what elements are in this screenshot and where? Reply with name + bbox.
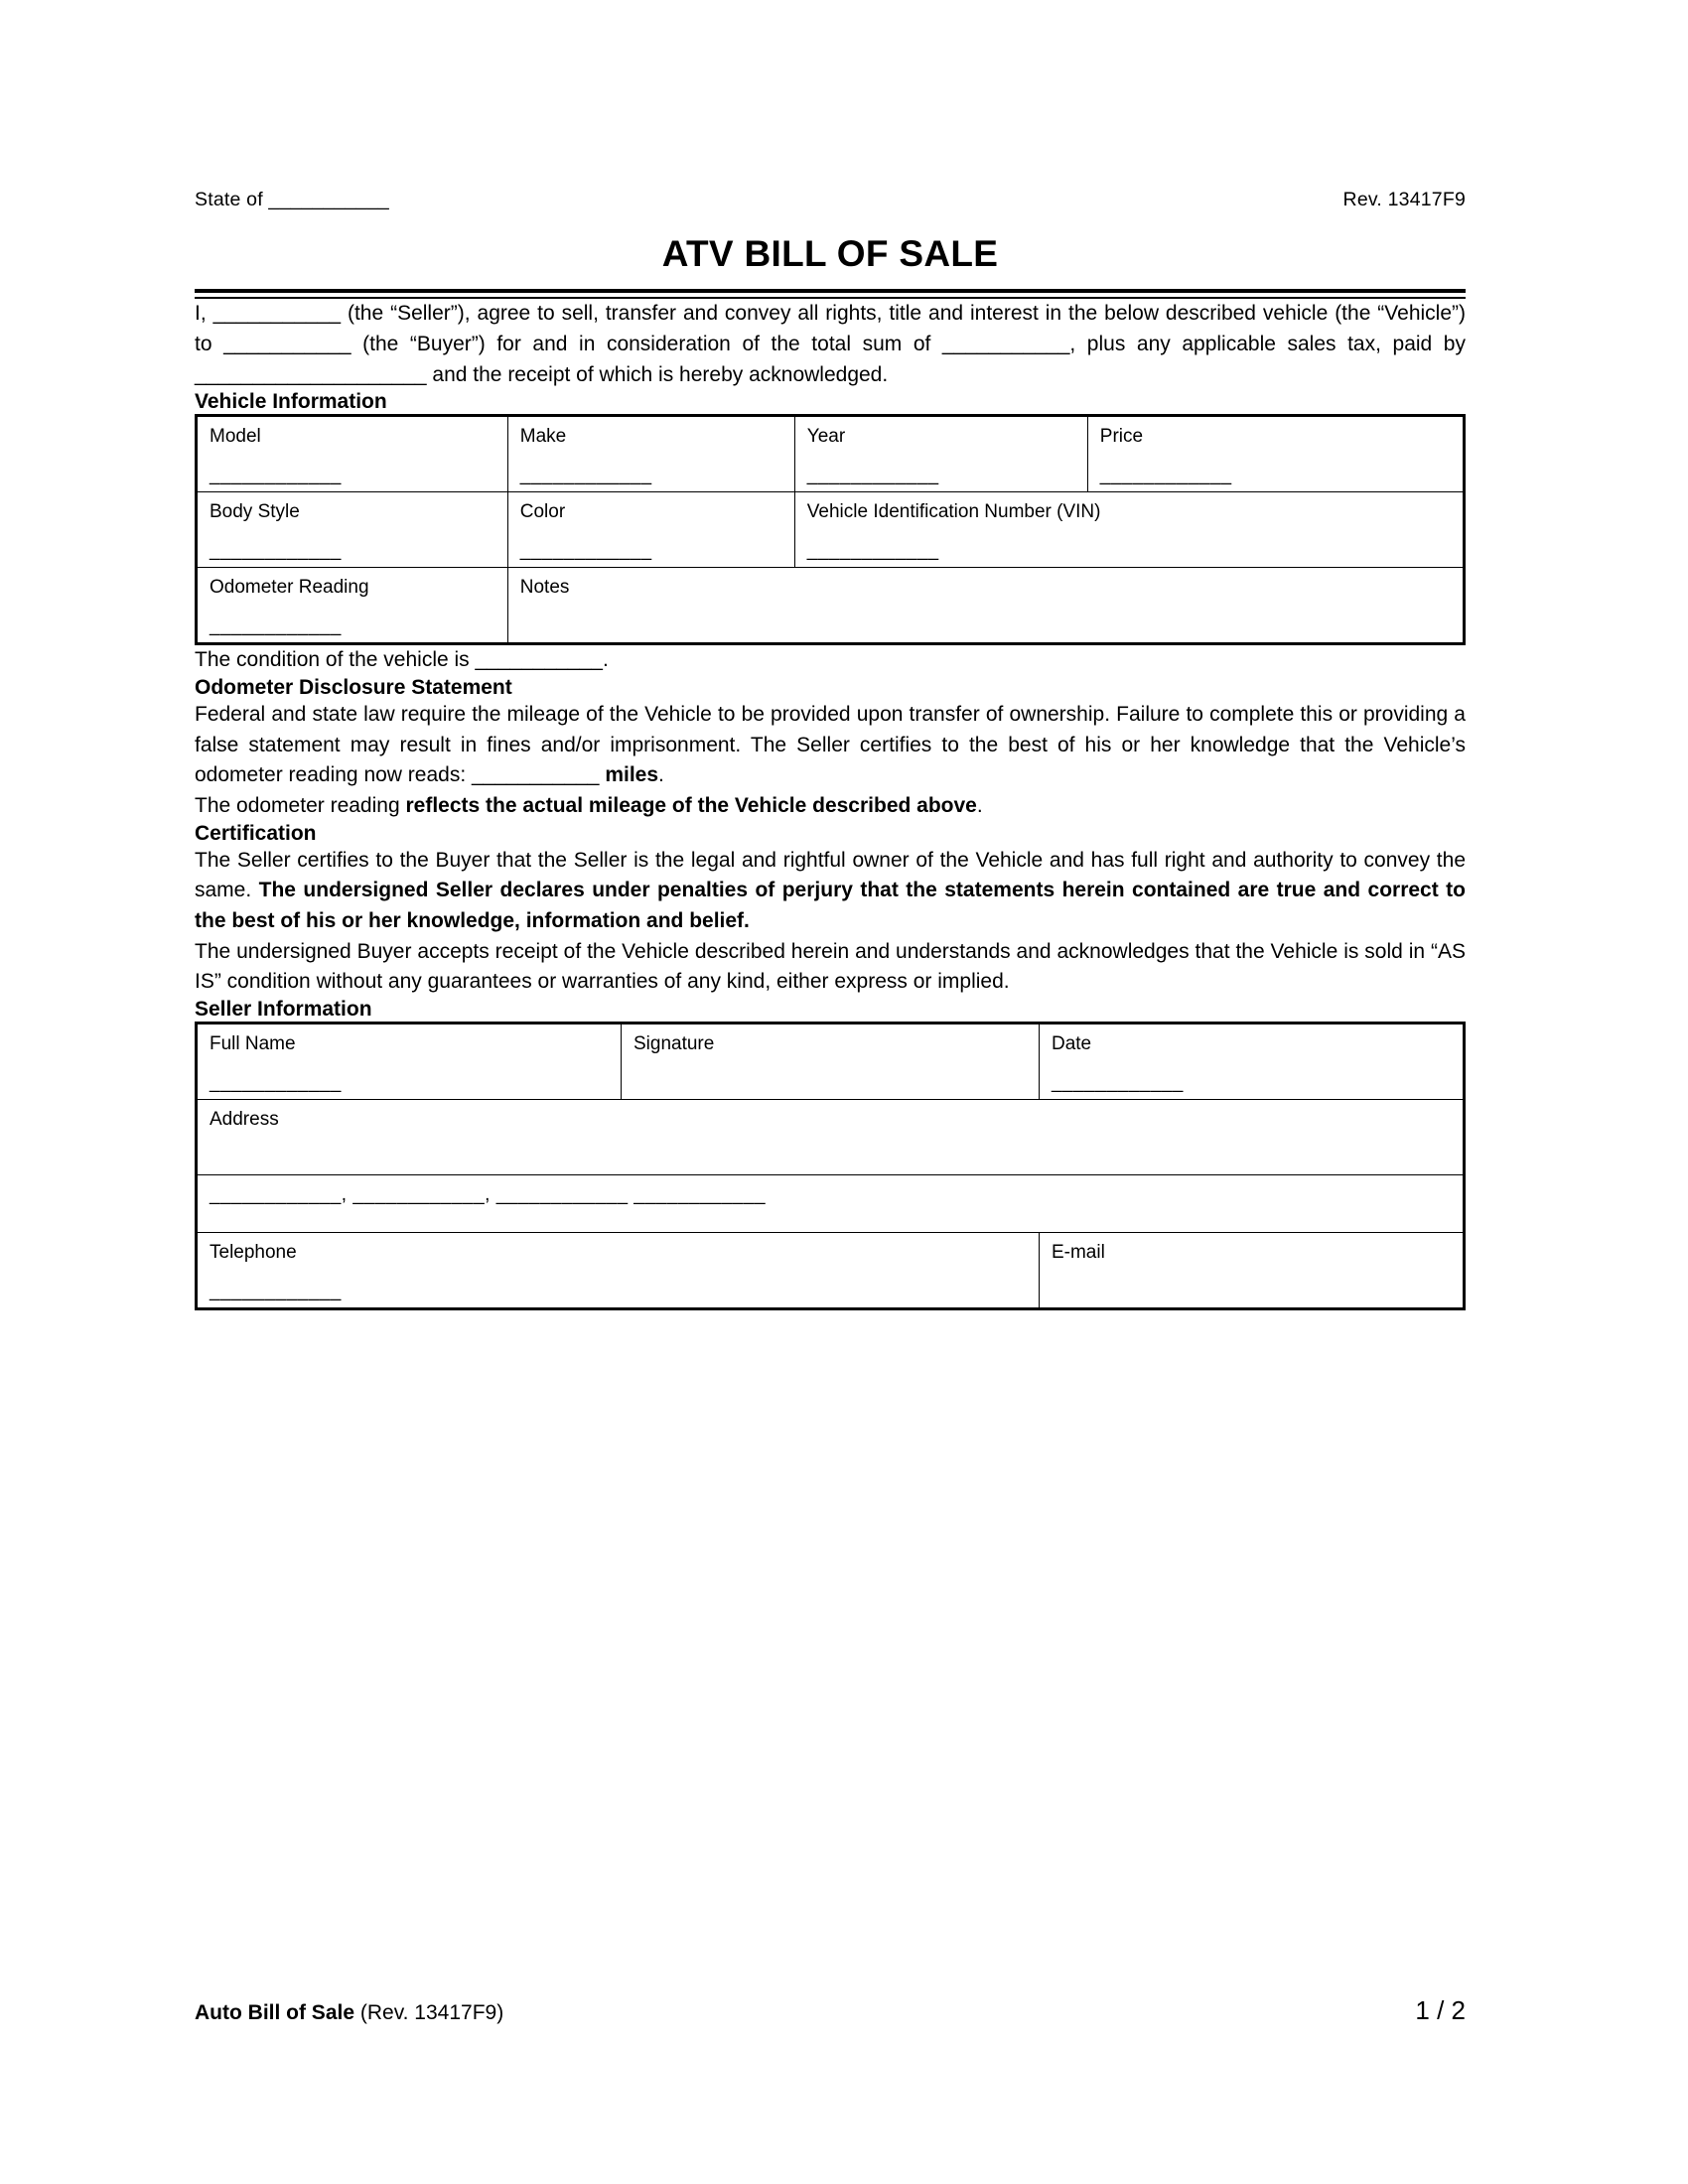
cell-notes[interactable]	[507, 568, 1464, 644]
section-title-vehicle-information: Vehicle Information	[195, 390, 387, 414]
title-divider	[195, 289, 1466, 299]
cell-model[interactable]	[197, 416, 508, 492]
odometer-paragraph-1-post: .	[658, 763, 664, 787]
label-model: Model	[210, 426, 261, 448]
blank-color: ____________	[519, 540, 652, 562]
label-date: Date	[1051, 1032, 1092, 1054]
label-odometer-reading: Odometer Reading	[210, 577, 369, 599]
odometer-paragraph-1-pre: Federal and state law require the mileage of the Vehicle to be provided upon transfer of ownership. Failure to complete this or providing a false statement may result in fines and/or imprisonment. The Seller certifies to the best of his or her knowledge that the Vehicle’s odometer reading now reads: ___________	[195, 703, 1466, 787]
page-title: ATV BILL OF SALE	[661, 233, 999, 275]
section-title-certification: Certification	[195, 821, 317, 845]
document-content	[195, 189, 1466, 1310]
blank-full-name: ____________	[210, 1071, 342, 1093]
label-body-style: Body Style	[210, 501, 300, 523]
certification-paragraph-1-bold: The undersigned Seller declares under penalties of perjury that the statements herein contained are true and correct to the best of his or her knowledge, information and belief.	[195, 879, 1466, 932]
label-notes: Notes	[519, 577, 570, 599]
cell-year[interactable]	[794, 416, 1087, 492]
seller-information-table	[195, 1022, 1466, 1310]
divider-thick	[195, 289, 1466, 293]
section-title-odometer-disclosure: Odometer Disclosure Statement	[195, 676, 512, 700]
intro-paragraph: I, ___________ (the “Seller”), agree to sell, transfer and convey all rights, title and interest in the below described vehicle (the “Vehicle”) to ___________ (the “Buyer”) for and in consideration of the total sum of ___________, plus any applicable sales tax, paid by ____________________ and the receipt of which is hereby acknowledged.	[195, 302, 1466, 386]
label-signature: Signature	[633, 1032, 715, 1054]
vehicle-information-table	[195, 414, 1466, 645]
cell-make[interactable]	[507, 416, 794, 492]
cell-body-style[interactable]	[197, 492, 508, 568]
revision-label: Rev. 13417F9	[1342, 189, 1466, 210]
odometer-paragraph-2	[195, 791, 1466, 822]
table-row	[197, 568, 1465, 644]
odometer-paragraph-1	[195, 700, 1466, 791]
blank-body-style: ____________	[210, 540, 342, 562]
table-row	[197, 416, 1465, 492]
blank-date: ____________	[1051, 1071, 1184, 1093]
certification-paragraph-1-pre: The Seller certifies to the Buyer that the Seller is the legal and rightful owner of the Vehicle and has full right and authority to convey the same.	[195, 848, 1466, 902]
cell-email[interactable]	[1039, 1232, 1464, 1308]
certification-paragraph-2: The undersigned Buyer accepts receipt of the Vehicle described herein and understands and acknowledges that the Vehicle is sold in “AS IS” condition without any guarantees or warranties of any kind, either express or implied.	[195, 939, 1466, 994]
cell-signature[interactable]	[621, 1023, 1039, 1099]
label-vin: Vehicle Identification Number (VIN)	[806, 501, 1101, 523]
blank-price: ____________	[1099, 465, 1232, 486]
label-telephone: Telephone	[210, 1241, 297, 1263]
label-address: Address	[210, 1108, 279, 1130]
cell-vin[interactable]	[794, 492, 1464, 568]
footer-document-name	[195, 2001, 503, 2025]
footer-revision: (Rev. 13417F9)	[354, 2001, 504, 2024]
label-year: Year	[806, 426, 846, 448]
cell-odometer-reading[interactable]	[197, 568, 508, 644]
cell-date[interactable]	[1039, 1023, 1464, 1099]
table-row	[197, 1174, 1465, 1232]
cell-address[interactable]	[197, 1099, 1465, 1174]
vehicle-condition-line: The condition of the vehicle is ___________.	[195, 648, 609, 672]
page-number: 1 / 2	[1415, 1995, 1466, 2025]
label-price: Price	[1099, 426, 1144, 448]
cell-color[interactable]	[507, 492, 794, 568]
section-title-seller-information: Seller Information	[195, 997, 372, 1021]
blank-telephone: ____________	[210, 1280, 342, 1301]
document-footer	[195, 1995, 1466, 2026]
document-header	[195, 189, 1466, 211]
odometer-paragraph-2-post: .	[976, 793, 983, 817]
blank-model: ____________	[210, 465, 342, 486]
odometer-paragraph-2-bold: reflects the actual mileage of the Vehicle described above	[405, 793, 977, 817]
label-full-name: Full Name	[210, 1032, 296, 1054]
cell-address-blanks[interactable]	[197, 1174, 1465, 1232]
blank-address: ____________, ____________, ____________ ____________	[210, 1183, 767, 1205]
cell-price[interactable]	[1087, 416, 1464, 492]
table-row	[197, 492, 1465, 568]
cell-full-name[interactable]	[197, 1023, 622, 1099]
blank-make: ____________	[519, 465, 652, 486]
table-row	[197, 1099, 1465, 1174]
table-row	[197, 1232, 1465, 1308]
cell-telephone[interactable]	[197, 1232, 1040, 1308]
table-row	[197, 1023, 1465, 1099]
label-color: Color	[519, 501, 566, 523]
label-email: E-mail	[1051, 1241, 1105, 1263]
blank-year: ____________	[806, 465, 939, 486]
blank-odometer-reading: ____________	[210, 615, 342, 637]
odometer-paragraph-2-pre: The odometer reading	[195, 793, 406, 817]
footer-title-bold: Auto Bill of Sale	[195, 2001, 355, 2024]
blank-vin: ____________	[806, 540, 939, 562]
certification-paragraph-1	[195, 846, 1466, 937]
state-field: State of ___________	[195, 189, 389, 210]
odometer-paragraph-1-bold: miles	[605, 763, 659, 787]
label-make: Make	[519, 426, 567, 448]
